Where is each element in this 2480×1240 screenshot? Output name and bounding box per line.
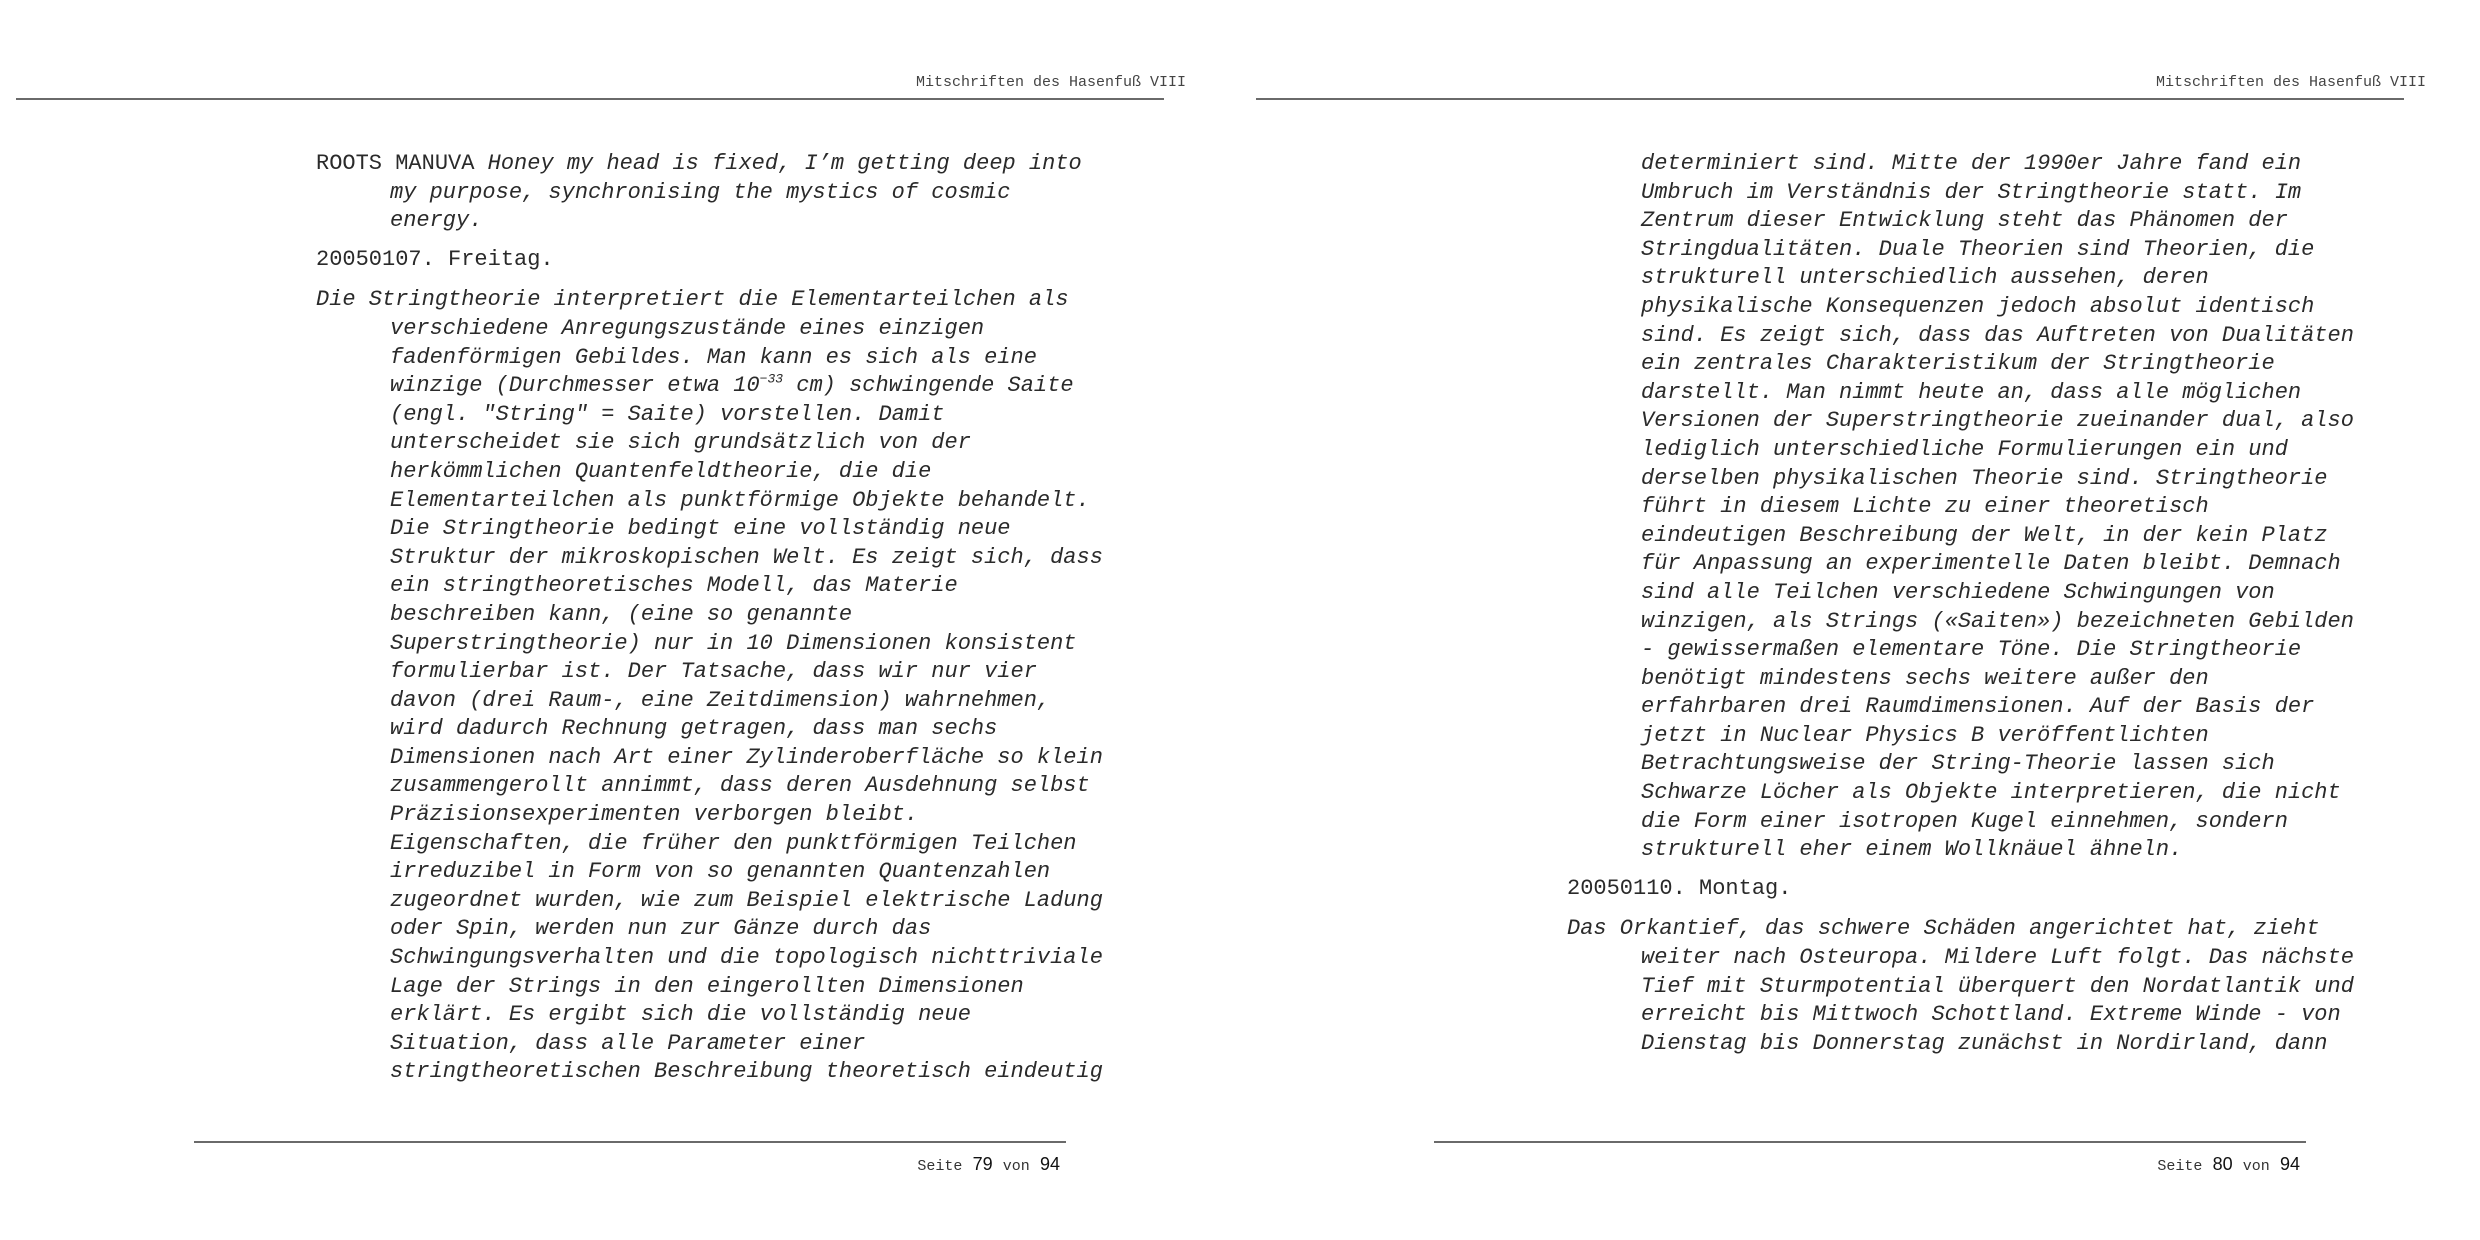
paragraph-text-end: cm) schwingende Saite (engl. "String" = Saite) vorstellen. Damit unterscheidet sie sich grundsätzlich von der herkömmlichen Quantenfeldtheorie, die die Elementarteilchen als punktförmige Objekte behandelt. Die Stringtheorie bedingt eine vollständig neue Struktur der mikroskopischen Welt. Es zeigt sich, dass ein stringtheoretisches Modell, das Materie beschreiben kann, (eine so genannte Superstringtheorie) nur in 10 Dimensionen konsistent formulierbar ist. Der Tatsache, dass wir nur vier davon (drei Raum-, eine Zeitdimension) wahrnehmen, wird dadurch Rechnung getragen, dass man sechs Dimensionen nach Art einer Zylinderoberfläche so klein zusammengerollt annimmt, dass deren Ausdehnung selbst Präzisionsexperimenten verborgen bleibt. Eigenschaften, die früher den punktförmigen Teilchen irreduzibel in Form von so genannten Quantenzahlen zugeordnet wurden, wie zum Beispiel elektrische Ladung oder Spin, werden nun zur Gänze durch das Schwingungsverhalten und die topologisch nichttriviale Lage der Strings in den eingerollten Dimensionen erklärt. Es ergibt sich die vollständig neue Situation, dass alle Parameter einer stringtheoretischen Beschreibung theoretisch eindeutig (390, 373, 1103, 1085)
page-number: 79 (972, 1154, 993, 1174)
paragraph-continuation: determiniert sind. Mitte der 1990er Jahre fand ein Umbruch im Verständnis der Stringtheorie statt. Im Zentrum dieser Entwicklung steht das Phänomen der Stringdualitäten. Duale Theorien sind Theorien, die strukturell unterschiedlich aussehen, deren physikalische Konsequenzen jedoch absolut identisch sind. Es zeigt sich, dass das Auftreten von Dualitäten ein zentrales Charakteristikum der Stringtheorie darstellt. Man nimmt heute an, dass alle möglichen Versionen der Superstringtheorie zueinander dual, also lediglich unterschiedliche Formulierungen ein und derselben physikalischen Theorie sind. Stringtheorie führt in diesem Lichte zu einer theoretisch eindeutigen Beschreibung der Welt, in der kein Platz für Anpassung an experimentelle Daten bleibt. Demnach sind alle Teilchen verschiedene Schwingungen von winzigen, als Strings («Saiten») bezeichneten Gebilden - gewissermaßen elementare Töne. Die Stringtheorie benötigt mindestens sechs weitere außer den erfahrbaren drei Raumdimensionen. Auf der Basis der jetzt in Nuclear Physics B veröffentlichten Betrachtungsweise der String-Theorie lassen sich Schwarze Löcher als Objekte interpretieren, die nicht die Form einer isotropen Kugel einnehmen, sondern strukturell eher einem Wollknäuel ähneln. (1641, 151, 2354, 863)
footer-von-label: von (1002, 1158, 1030, 1175)
page-number: 80 (2212, 1154, 2233, 1174)
footer-rule (194, 1141, 1066, 1143)
paragraph-text: Das Orkantief, das schwere Schäden angerichtet hat, zieht weiter nach Osteuropa. Mildere Luft folgt. Das nächste Tief mit Sturmpotential überquert den Nordatlantik und erreicht bis Mittwoch Schottland. Extreme Winde - von Dienstag bis Donnerstag zunächst in Nordirland, dann (1567, 916, 2354, 1056)
header-rule (1256, 98, 2404, 100)
exponent: −33 (759, 371, 784, 387)
page-total: 94 (1039, 1154, 1060, 1174)
footer-rule (1434, 1141, 2306, 1143)
quote-author: ROOTS MANUVA (316, 151, 475, 176)
page-footer (2157, 1154, 2306, 1175)
footer-seite-label: Seite (2157, 1158, 2203, 1175)
page-body (316, 150, 1116, 1097)
quote-entry (316, 150, 1116, 236)
running-header: Mitschriften des Hasenfuß VIII (915, 74, 1186, 91)
header-rule (16, 98, 1164, 100)
footer-von-label: von (2242, 1158, 2270, 1175)
page-body (1567, 150, 2367, 1068)
page-footer (917, 1154, 1066, 1175)
running-header: Mitschriften des Hasenfuß VIII (2155, 74, 2426, 91)
diary-paragraph (1567, 915, 2367, 1058)
diary-paragraph (316, 286, 1116, 1087)
page-total: 94 (2279, 1154, 2300, 1174)
document-page-right (1240, 0, 2480, 1240)
date-heading: 20050110. Montag. (1567, 875, 1792, 901)
date-heading: 20050107. Freitag. (316, 246, 554, 272)
paragraph-text-start: Die Stringtheorie interpretiert die Elementarteilchen als verschiedene Anregungszustände eines einzigen fadenförmigen Gebildes. Man kann es sich als eine winzige (Durchmesser etwa 10 (316, 287, 1069, 399)
quote-text: Honey my head is fixed, I’m getting deep into my purpose, synchronising the mystics of cosmic energy. (390, 151, 1082, 234)
footer-seite-label: Seite (917, 1158, 963, 1175)
